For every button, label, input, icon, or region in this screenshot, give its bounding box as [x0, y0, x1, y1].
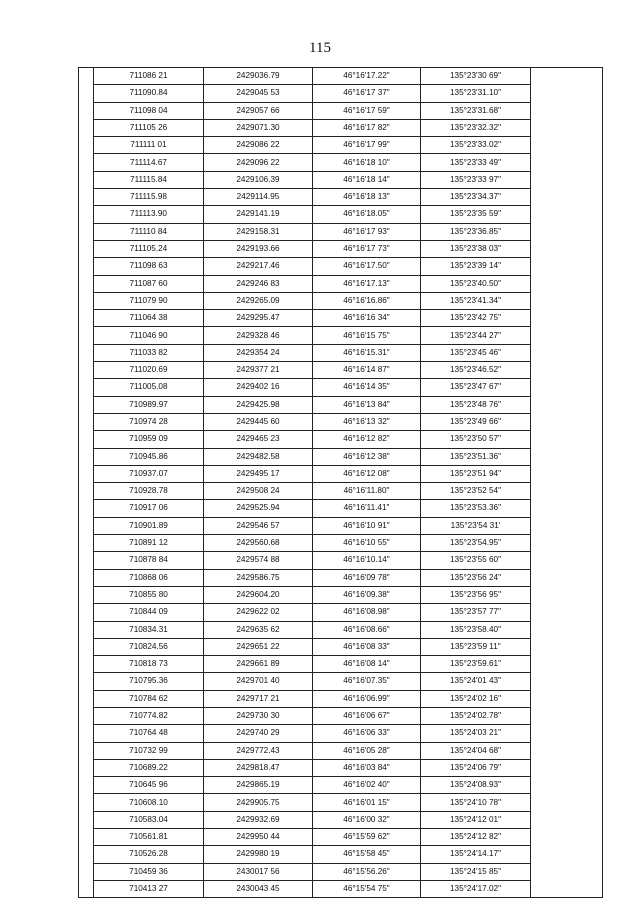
table-row: [79, 604, 603, 621]
longitude-cell: 135°23'59.61": [421, 656, 531, 673]
table-row: [79, 846, 603, 863]
y-coordinate-cell: 2429158.31: [204, 223, 313, 240]
table-row: [79, 431, 603, 448]
y-coordinate-cell: 2429036.79: [204, 68, 313, 85]
longitude-cell: 135°24'04 68": [421, 742, 531, 759]
x-coordinate-cell: 710959 09: [94, 431, 204, 448]
latitude-cell: 46°16'08 14": [313, 656, 421, 673]
longitude-cell: 135°23'33 97": [421, 171, 531, 188]
table-row: [79, 119, 603, 136]
longitude-cell: 135°23'38 03": [421, 240, 531, 257]
y-coordinate-cell: 2429701 40: [204, 673, 313, 690]
latitude-cell: 46°16'15.31": [313, 344, 421, 361]
x-coordinate-cell: 710732 99: [94, 742, 204, 759]
x-coordinate-cell: 710561.81: [94, 829, 204, 846]
x-coordinate-cell: 710928.78: [94, 483, 204, 500]
y-coordinate-cell: 2429980 19: [204, 846, 313, 863]
longitude-cell: 135°24'10 78": [421, 794, 531, 811]
table-row: [79, 448, 603, 465]
latitude-cell: 46°16'14 35": [313, 379, 421, 396]
longitude-cell: 135°23'40.50": [421, 275, 531, 292]
x-coordinate-cell: 710459 36: [94, 863, 204, 880]
latitude-cell: 46°16'11.41": [313, 500, 421, 517]
table-row: [79, 171, 603, 188]
latitude-cell: 46°16'15 75": [313, 327, 421, 344]
longitude-cell: 135°23'33.02": [421, 137, 531, 154]
x-coordinate-cell: 711087 60: [94, 275, 204, 292]
x-coordinate-cell: 711105.24: [94, 240, 204, 257]
latitude-cell: 46°16'09 78": [313, 569, 421, 586]
table-row: [79, 673, 603, 690]
latitude-cell: 46°16'12 38": [313, 448, 421, 465]
y-coordinate-cell: 2429818.47: [204, 759, 313, 776]
latitude-cell: 46°16'17 99": [313, 137, 421, 154]
x-coordinate-cell: 710764 48: [94, 725, 204, 742]
table-row: [79, 362, 603, 379]
x-coordinate-cell: 710989.97: [94, 396, 204, 413]
table-row: [79, 707, 603, 724]
longitude-cell: 135°23'33 49": [421, 154, 531, 171]
latitude-cell: 46°16'16 34": [313, 310, 421, 327]
table-row: [79, 310, 603, 327]
table-row: [79, 189, 603, 206]
y-coordinate-cell: 2429096 22: [204, 154, 313, 171]
table-row: [79, 863, 603, 880]
table-row: [79, 223, 603, 240]
y-coordinate-cell: 2429354 24: [204, 344, 313, 361]
table-row: [79, 465, 603, 482]
table-row: [79, 811, 603, 828]
x-coordinate-cell: 710891 12: [94, 535, 204, 552]
table-row: [79, 379, 603, 396]
y-coordinate-cell: 2429377 21: [204, 362, 313, 379]
x-coordinate-cell: 710844 09: [94, 604, 204, 621]
longitude-cell: 135°23'59 11": [421, 638, 531, 655]
y-coordinate-cell: 2429635 62: [204, 621, 313, 638]
longitude-cell: 135°24'08.93": [421, 777, 531, 794]
y-coordinate-cell: 2429246 83: [204, 275, 313, 292]
table-row: [79, 829, 603, 846]
table-row: [79, 102, 603, 119]
x-coordinate-cell: 710818 73: [94, 656, 204, 673]
y-coordinate-cell: 2429546 57: [204, 517, 313, 534]
y-coordinate-cell: 2429560.68: [204, 535, 313, 552]
table-row: [79, 535, 603, 552]
longitude-cell: 135°23'56 95": [421, 586, 531, 603]
x-coordinate-cell: 711005.08: [94, 379, 204, 396]
table-row: [79, 759, 603, 776]
longitude-cell: 135°24'02 16": [421, 690, 531, 707]
table-row: [79, 206, 603, 223]
y-coordinate-cell: 2429495 17: [204, 465, 313, 482]
notes-column: [531, 68, 603, 898]
latitude-cell: 46°16'06 33": [313, 725, 421, 742]
left-margin-column: [79, 68, 94, 898]
latitude-cell: 46°16'05 28": [313, 742, 421, 759]
latitude-cell: 46°15'58 45": [313, 846, 421, 863]
latitude-cell: 46°16'12 08": [313, 465, 421, 482]
y-coordinate-cell: 2429114.95: [204, 189, 313, 206]
x-coordinate-cell: 711046 90: [94, 327, 204, 344]
y-coordinate-cell: 2429402 16: [204, 379, 313, 396]
longitude-cell: 135°23'52 54": [421, 483, 531, 500]
table-row: [79, 154, 603, 171]
x-coordinate-cell: 710937.07: [94, 465, 204, 482]
y-coordinate-cell: 2429661 89: [204, 656, 313, 673]
longitude-cell: 135°23'42 75": [421, 310, 531, 327]
longitude-cell: 135°23'39 14": [421, 258, 531, 275]
x-coordinate-cell: 710901.89: [94, 517, 204, 534]
y-coordinate-cell: 2430017 56: [204, 863, 313, 880]
table-row: [79, 690, 603, 707]
x-coordinate-cell: 710945.86: [94, 448, 204, 465]
table-row: [79, 569, 603, 586]
table-row: [79, 483, 603, 500]
x-coordinate-cell: 710413 27: [94, 880, 204, 897]
y-coordinate-cell: 2429574 88: [204, 552, 313, 569]
y-coordinate-cell: 2429071.30: [204, 119, 313, 136]
latitude-cell: 46°16'07.35": [313, 673, 421, 690]
longitude-cell: 135°23'41.34": [421, 292, 531, 309]
latitude-cell: 46°16'17.50": [313, 258, 421, 275]
latitude-cell: 46°16'13 32": [313, 413, 421, 430]
longitude-cell: 135°23'45 46": [421, 344, 531, 361]
y-coordinate-cell: 2429425.98: [204, 396, 313, 413]
longitude-cell: 135°23'44 27": [421, 327, 531, 344]
y-coordinate-cell: 2429950 44: [204, 829, 313, 846]
y-coordinate-cell: 2429586.75: [204, 569, 313, 586]
x-coordinate-cell: 710608.10: [94, 794, 204, 811]
table-row: [79, 777, 603, 794]
y-coordinate-cell: 2429295.47: [204, 310, 313, 327]
longitude-cell: 135°23'54 31': [421, 517, 531, 534]
longitude-cell: 135°23'50 57": [421, 431, 531, 448]
table-row: [79, 586, 603, 603]
longitude-cell: 135°24'14.17": [421, 846, 531, 863]
y-coordinate-cell: 2430043 45: [204, 880, 313, 897]
latitude-cell: 46°16'10 91": [313, 517, 421, 534]
latitude-cell: 46°16'17 37": [313, 85, 421, 102]
longitude-cell: 135°23'48 76": [421, 396, 531, 413]
latitude-cell: 46°16'16.86": [313, 292, 421, 309]
table-row: [79, 656, 603, 673]
table-row: [79, 240, 603, 257]
x-coordinate-cell: 710526.28: [94, 846, 204, 863]
table-row: [79, 327, 603, 344]
x-coordinate-cell: 710834.31: [94, 621, 204, 638]
longitude-cell: 135°23'53.36": [421, 500, 531, 517]
y-coordinate-cell: 2429772.43: [204, 742, 313, 759]
latitude-cell: 46°16'00 32": [313, 811, 421, 828]
x-coordinate-cell: 710774.82: [94, 707, 204, 724]
y-coordinate-cell: 2429086 22: [204, 137, 313, 154]
x-coordinate-cell: 710689.22: [94, 759, 204, 776]
latitude-cell: 46°15'59 62": [313, 829, 421, 846]
x-coordinate-cell: 710974 28: [94, 413, 204, 430]
table-row: [79, 742, 603, 759]
x-coordinate-cell: 710917 06: [94, 500, 204, 517]
latitude-cell: 46°16'11.80": [313, 483, 421, 500]
table-row: [79, 500, 603, 517]
x-coordinate-cell: 710855 80: [94, 586, 204, 603]
x-coordinate-cell: 710868 06: [94, 569, 204, 586]
longitude-cell: 135°23'57 77": [421, 604, 531, 621]
latitude-cell: 46°16'10 55": [313, 535, 421, 552]
x-coordinate-cell: 711090.84: [94, 85, 204, 102]
y-coordinate-cell: 2429730 30: [204, 707, 313, 724]
x-coordinate-cell: 710583.04: [94, 811, 204, 828]
latitude-cell: 46°16'18 10": [313, 154, 421, 171]
latitude-cell: 46°16'17 93": [313, 223, 421, 240]
coordinates-table-wrapper: [78, 67, 603, 898]
page-number: 115: [309, 40, 331, 56]
longitude-cell: 135°23'51.36": [421, 448, 531, 465]
y-coordinate-cell: 2429217.46: [204, 258, 313, 275]
longitude-cell: 135°23'34.37": [421, 189, 531, 206]
latitude-cell: 46°16'17 59": [313, 102, 421, 119]
y-coordinate-cell: 2429445 60: [204, 413, 313, 430]
y-coordinate-cell: 2429932.69: [204, 811, 313, 828]
x-coordinate-cell: 710824.56: [94, 638, 204, 655]
latitude-cell: 46°16'17 73": [313, 240, 421, 257]
y-coordinate-cell: 2429525.94: [204, 500, 313, 517]
y-coordinate-cell: 2429508 24: [204, 483, 313, 500]
x-coordinate-cell: 710784 62: [94, 690, 204, 707]
latitude-cell: 46°16'18.05": [313, 206, 421, 223]
y-coordinate-cell: 2429265.09: [204, 292, 313, 309]
x-coordinate-cell: 711020.69: [94, 362, 204, 379]
latitude-cell: 46°16'06 67": [313, 707, 421, 724]
table-row: [79, 880, 603, 897]
longitude-cell: 135°23'30 69": [421, 68, 531, 85]
longitude-cell: 135°23'47 67": [421, 379, 531, 396]
x-coordinate-cell: 711110 84: [94, 223, 204, 240]
latitude-cell: 46°16'01 15": [313, 794, 421, 811]
y-coordinate-cell: 2429106.39: [204, 171, 313, 188]
latitude-cell: 46°15'54 75": [313, 880, 421, 897]
longitude-cell: 135°23'58.40": [421, 621, 531, 638]
x-coordinate-cell: 711098 63: [94, 258, 204, 275]
longitude-cell: 135°24'01 43": [421, 673, 531, 690]
longitude-cell: 135°24'06 79": [421, 759, 531, 776]
y-coordinate-cell: 2429328 46: [204, 327, 313, 344]
latitude-cell: 46°16'08.66": [313, 621, 421, 638]
longitude-cell: 135°23'31.68": [421, 102, 531, 119]
latitude-cell: 46°16'09.38": [313, 586, 421, 603]
longitude-cell: 135°23'51 94": [421, 465, 531, 482]
longitude-cell: 135°24'03 21": [421, 725, 531, 742]
latitude-cell: 46°16'12 82": [313, 431, 421, 448]
longitude-cell: 135°23'54.95": [421, 535, 531, 552]
x-coordinate-cell: 711113.90: [94, 206, 204, 223]
table-row: [79, 638, 603, 655]
y-coordinate-cell: 2429193.66: [204, 240, 313, 257]
table-row: [79, 68, 603, 85]
x-coordinate-cell: 710795.36: [94, 673, 204, 690]
table-row: [79, 85, 603, 102]
longitude-cell: 135°23'36.85": [421, 223, 531, 240]
latitude-cell: 46°16'17.22": [313, 68, 421, 85]
latitude-cell: 46°16'10.14": [313, 552, 421, 569]
y-coordinate-cell: 2429622 02: [204, 604, 313, 621]
y-coordinate-cell: 2429604.20: [204, 586, 313, 603]
table-row: [79, 794, 603, 811]
coordinates-table: [78, 67, 603, 898]
x-coordinate-cell: 711115.84: [94, 171, 204, 188]
latitude-cell: 46°16'03 84": [313, 759, 421, 776]
y-coordinate-cell: 2429740 29: [204, 725, 313, 742]
table-row: [79, 552, 603, 569]
x-coordinate-cell: 711033 82: [94, 344, 204, 361]
longitude-cell: 135°23'56 24": [421, 569, 531, 586]
latitude-cell: 46°16'13 84": [313, 396, 421, 413]
latitude-cell: 46°15'56.26": [313, 863, 421, 880]
longitude-cell: 135°23'35 59": [421, 206, 531, 223]
table-row: [79, 344, 603, 361]
y-coordinate-cell: 2429865.19: [204, 777, 313, 794]
x-coordinate-cell: 710645 96: [94, 777, 204, 794]
x-coordinate-cell: 711098 04: [94, 102, 204, 119]
x-coordinate-cell: 711111 01: [94, 137, 204, 154]
table-row: [79, 517, 603, 534]
table-row: [79, 396, 603, 413]
latitude-cell: 46°16'18 13": [313, 189, 421, 206]
x-coordinate-cell: 711086 21: [94, 68, 204, 85]
longitude-cell: 135°23'32.32": [421, 119, 531, 136]
latitude-cell: 46°16'17 82": [313, 119, 421, 136]
latitude-cell: 46°16'08 33": [313, 638, 421, 655]
table-row: [79, 413, 603, 430]
longitude-cell: 135°24'15 85": [421, 863, 531, 880]
x-coordinate-cell: 711114.67: [94, 154, 204, 171]
latitude-cell: 46°16'02 40": [313, 777, 421, 794]
y-coordinate-cell: 2429905.75: [204, 794, 313, 811]
y-coordinate-cell: 2429465 23: [204, 431, 313, 448]
x-coordinate-cell: 711064 38: [94, 310, 204, 327]
latitude-cell: 46°16'06.99": [313, 690, 421, 707]
table-row: [79, 725, 603, 742]
x-coordinate-cell: 711115.98: [94, 189, 204, 206]
table-row: [79, 258, 603, 275]
longitude-cell: 135°24'12 01": [421, 811, 531, 828]
y-coordinate-cell: 2429651 22: [204, 638, 313, 655]
table-row: [79, 275, 603, 292]
latitude-cell: 46°16'17.13": [313, 275, 421, 292]
x-coordinate-cell: 710878 84: [94, 552, 204, 569]
y-coordinate-cell: 2429057 66: [204, 102, 313, 119]
longitude-cell: 135°23'49 66": [421, 413, 531, 430]
table-row: [79, 292, 603, 309]
longitude-cell: 135°24'02.78": [421, 707, 531, 724]
longitude-cell: 135°23'31.10": [421, 85, 531, 102]
y-coordinate-cell: 2429141.19: [204, 206, 313, 223]
longitude-cell: 135°23'55 60": [421, 552, 531, 569]
y-coordinate-cell: 2429717 21: [204, 690, 313, 707]
longitude-cell: 135°24'17.02": [421, 880, 531, 897]
y-coordinate-cell: 2429045 53: [204, 85, 313, 102]
y-coordinate-cell: 2429482.58: [204, 448, 313, 465]
x-coordinate-cell: 711105 26: [94, 119, 204, 136]
table-row: [79, 621, 603, 638]
x-coordinate-cell: 711079 90: [94, 292, 204, 309]
latitude-cell: 46°16'14 87": [313, 362, 421, 379]
table-row: [79, 137, 603, 154]
latitude-cell: 46°16'18 14": [313, 171, 421, 188]
coordinates-table-body: [79, 68, 603, 898]
longitude-cell: 135°24'12 82": [421, 829, 531, 846]
latitude-cell: 46°16'08.98": [313, 604, 421, 621]
longitude-cell: 135°23'46.52": [421, 362, 531, 379]
